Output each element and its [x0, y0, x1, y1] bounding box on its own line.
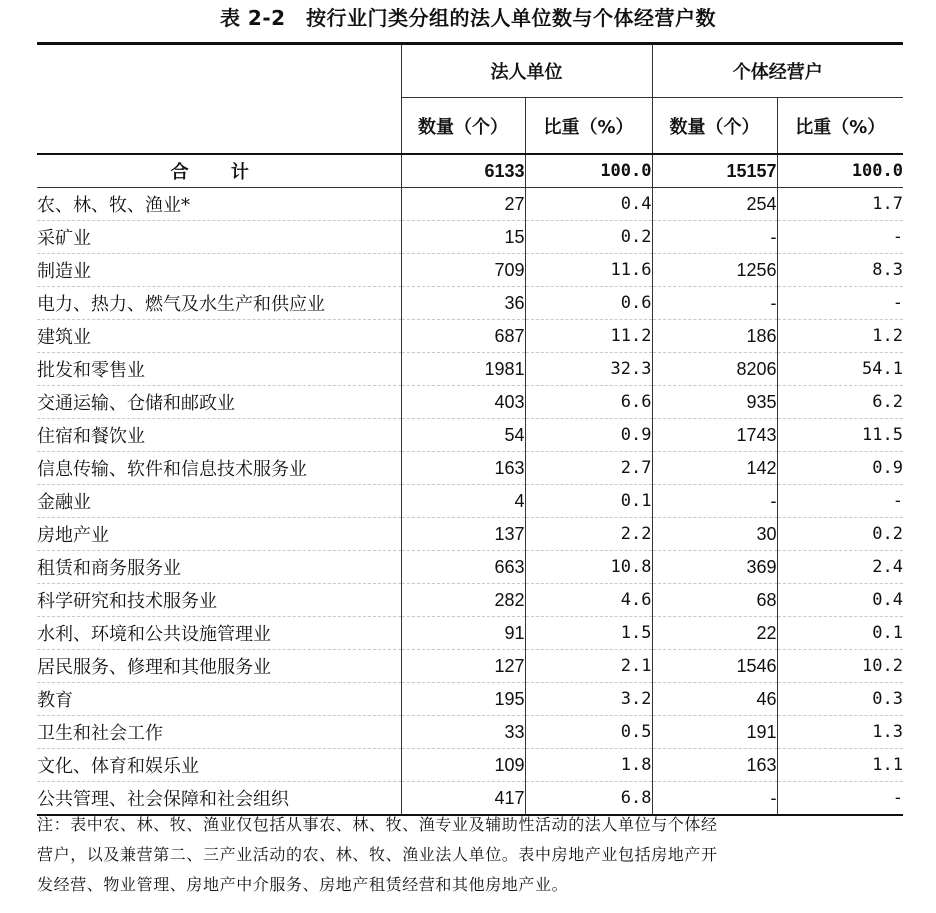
- legal-count: 282: [401, 584, 525, 617]
- legal-pct: 0.5: [525, 716, 652, 749]
- ind-pct: 2.4: [777, 551, 903, 584]
- footnote-line: 注：表中农、林、牧、渔业仅包括从事农、林、牧、渔专业及辅助性活动的法人单位与个体经: [37, 815, 718, 834]
- industry-name: 交通运输、仓储和邮政业: [37, 386, 401, 419]
- header-legal-units: 法人单位: [401, 45, 652, 98]
- legal-pct: 32.3: [525, 353, 652, 386]
- ind-pct: 0.3: [777, 683, 903, 716]
- legal-count: 36: [401, 287, 525, 320]
- footnote-line: 发经营、物业管理、房地产中介服务、房地产租赁经营和其他房地产业。: [37, 875, 569, 894]
- legal-pct: 0.4: [525, 188, 652, 221]
- legal-count: 91: [401, 617, 525, 650]
- header-blank-cell: [37, 45, 401, 154]
- table-row: [37, 650, 903, 683]
- table-row: [37, 419, 903, 452]
- ind-pct: 6.2: [777, 386, 903, 419]
- legal-pct: 0.9: [525, 419, 652, 452]
- ind-count: 30: [652, 518, 777, 551]
- legal-pct: 1.5: [525, 617, 652, 650]
- legal-count: 4: [401, 485, 525, 518]
- legal-pct: 0.6: [525, 287, 652, 320]
- table-footnote: [37, 810, 903, 900]
- table-row: [37, 716, 903, 749]
- legal-pct: 0.2: [525, 221, 652, 254]
- legal-count: 109: [401, 749, 525, 782]
- ind-count: 163: [652, 749, 777, 782]
- ind-pct: -: [777, 782, 903, 816]
- legal-pct: 2.2: [525, 518, 652, 551]
- table-row: [37, 617, 903, 650]
- total-row: [37, 154, 903, 188]
- ind-pct: 8.3: [777, 254, 903, 287]
- table-row: [37, 749, 903, 782]
- legal-pct: 3.2: [525, 683, 652, 716]
- legal-pct: 11.2: [525, 320, 652, 353]
- ind-count: 935: [652, 386, 777, 419]
- industry-name: 批发和零售业: [37, 353, 401, 386]
- ind-pct: 1.7: [777, 188, 903, 221]
- ind-pct: 1.3: [777, 716, 903, 749]
- legal-count: 403: [401, 386, 525, 419]
- industry-name: 科学研究和技术服务业: [37, 584, 401, 617]
- table-row: [37, 221, 903, 254]
- ind-count: 254: [652, 188, 777, 221]
- table-row: [37, 254, 903, 287]
- table-row: [37, 188, 903, 221]
- total-ind-count: 15157: [652, 154, 777, 188]
- header-individual-households: 个体经营户: [652, 45, 903, 98]
- header-ind-count: 数量（个）: [652, 98, 777, 155]
- industry-name: 文化、体育和娱乐业: [37, 749, 401, 782]
- ind-count: 1256: [652, 254, 777, 287]
- legal-count: 417: [401, 782, 525, 816]
- ind-count: 8206: [652, 353, 777, 386]
- ind-pct: 0.4: [777, 584, 903, 617]
- ind-count: -: [652, 782, 777, 816]
- ind-pct: 1.1: [777, 749, 903, 782]
- legal-pct: 6.6: [525, 386, 652, 419]
- legal-pct: 1.8: [525, 749, 652, 782]
- industry-name: 卫生和社会工作: [37, 716, 401, 749]
- table-row: [37, 551, 903, 584]
- total-legal-count: 6133: [401, 154, 525, 188]
- ind-pct: -: [777, 485, 903, 518]
- table-row: [37, 320, 903, 353]
- legal-count: 27: [401, 188, 525, 221]
- ind-count: 142: [652, 452, 777, 485]
- table-row: [37, 452, 903, 485]
- legal-pct: 2.7: [525, 452, 652, 485]
- industry-name: 教育: [37, 683, 401, 716]
- total-label: 合 计: [37, 154, 401, 188]
- legal-count: 127: [401, 650, 525, 683]
- legal-count: 33: [401, 716, 525, 749]
- ind-pct: 1.2: [777, 320, 903, 353]
- industry-name: 电力、热力、燃气及水生产和供应业: [37, 287, 401, 320]
- ind-count: -: [652, 287, 777, 320]
- total-ind-pct: 100.0: [777, 154, 903, 188]
- industry-name: 信息传输、软件和信息技术服务业: [37, 452, 401, 485]
- legal-pct: 0.1: [525, 485, 652, 518]
- ind-pct: 0.1: [777, 617, 903, 650]
- industry-name: 农、林、牧、渔业*: [37, 188, 401, 221]
- header-legal-pct: 比重（%）: [525, 98, 652, 155]
- ind-pct: 0.2: [777, 518, 903, 551]
- legal-pct: 2.1: [525, 650, 652, 683]
- ind-count: 68: [652, 584, 777, 617]
- legal-count: 1981: [401, 353, 525, 386]
- ind-count: 46: [652, 683, 777, 716]
- industry-name: 居民服务、修理和其他服务业: [37, 650, 401, 683]
- industry-name: 房地产业: [37, 518, 401, 551]
- table-row: [37, 584, 903, 617]
- ind-pct: 10.2: [777, 650, 903, 683]
- industry-name: 金融业: [37, 485, 401, 518]
- legal-count: 137: [401, 518, 525, 551]
- ind-pct: -: [777, 221, 903, 254]
- industry-name: 租赁和商务服务业: [37, 551, 401, 584]
- legal-pct: 10.8: [525, 551, 652, 584]
- header-ind-pct: 比重（%）: [795, 116, 886, 138]
- table-row: [37, 683, 903, 716]
- legal-count: 54: [401, 419, 525, 452]
- industry-name: 建筑业: [37, 320, 401, 353]
- ind-count: 191: [652, 716, 777, 749]
- ind-count: 186: [652, 320, 777, 353]
- legal-count: 709: [401, 254, 525, 287]
- ind-pct: 11.5: [777, 419, 903, 452]
- table-row: [37, 518, 903, 551]
- table-row: [37, 287, 903, 320]
- industry-name: 制造业: [37, 254, 401, 287]
- legal-count: 163: [401, 452, 525, 485]
- legal-pct: 4.6: [525, 584, 652, 617]
- header-legal-count: 数量（个）: [401, 98, 525, 155]
- statistics-table: [37, 42, 903, 816]
- legal-count: 195: [401, 683, 525, 716]
- industry-name: 水利、环境和公共设施管理业: [37, 617, 401, 650]
- industry-name: 公共管理、社会保障和社会组织: [37, 782, 401, 816]
- footnote-line: 营户，以及兼营第二、三产业活动的农、林、牧、渔业法人单位。表中房地产业包括房地产开: [37, 845, 718, 864]
- ind-count: -: [652, 485, 777, 518]
- legal-pct: 11.6: [525, 254, 652, 287]
- total-legal-pct: 100.0: [525, 154, 652, 188]
- ind-count: 1546: [652, 650, 777, 683]
- ind-pct: 0.9: [777, 452, 903, 485]
- legal-count: 663: [401, 551, 525, 584]
- table-row: [37, 485, 903, 518]
- legal-count: 15: [401, 221, 525, 254]
- ind-pct: 54.1: [777, 353, 903, 386]
- ind-count: 369: [652, 551, 777, 584]
- ind-count: 1743: [652, 419, 777, 452]
- legal-pct: 6.8: [525, 782, 652, 816]
- table-row: [37, 353, 903, 386]
- table-row: [37, 386, 903, 419]
- ind-count: -: [652, 221, 777, 254]
- table-title: 表 2-2 按行业门类分组的法人单位数与个体经营户数: [219, 6, 717, 30]
- legal-count: 687: [401, 320, 525, 353]
- industry-name: 住宿和餐饮业: [37, 419, 401, 452]
- industry-name: 采矿业: [37, 221, 401, 254]
- ind-count: 22: [652, 617, 777, 650]
- ind-pct: -: [777, 287, 903, 320]
